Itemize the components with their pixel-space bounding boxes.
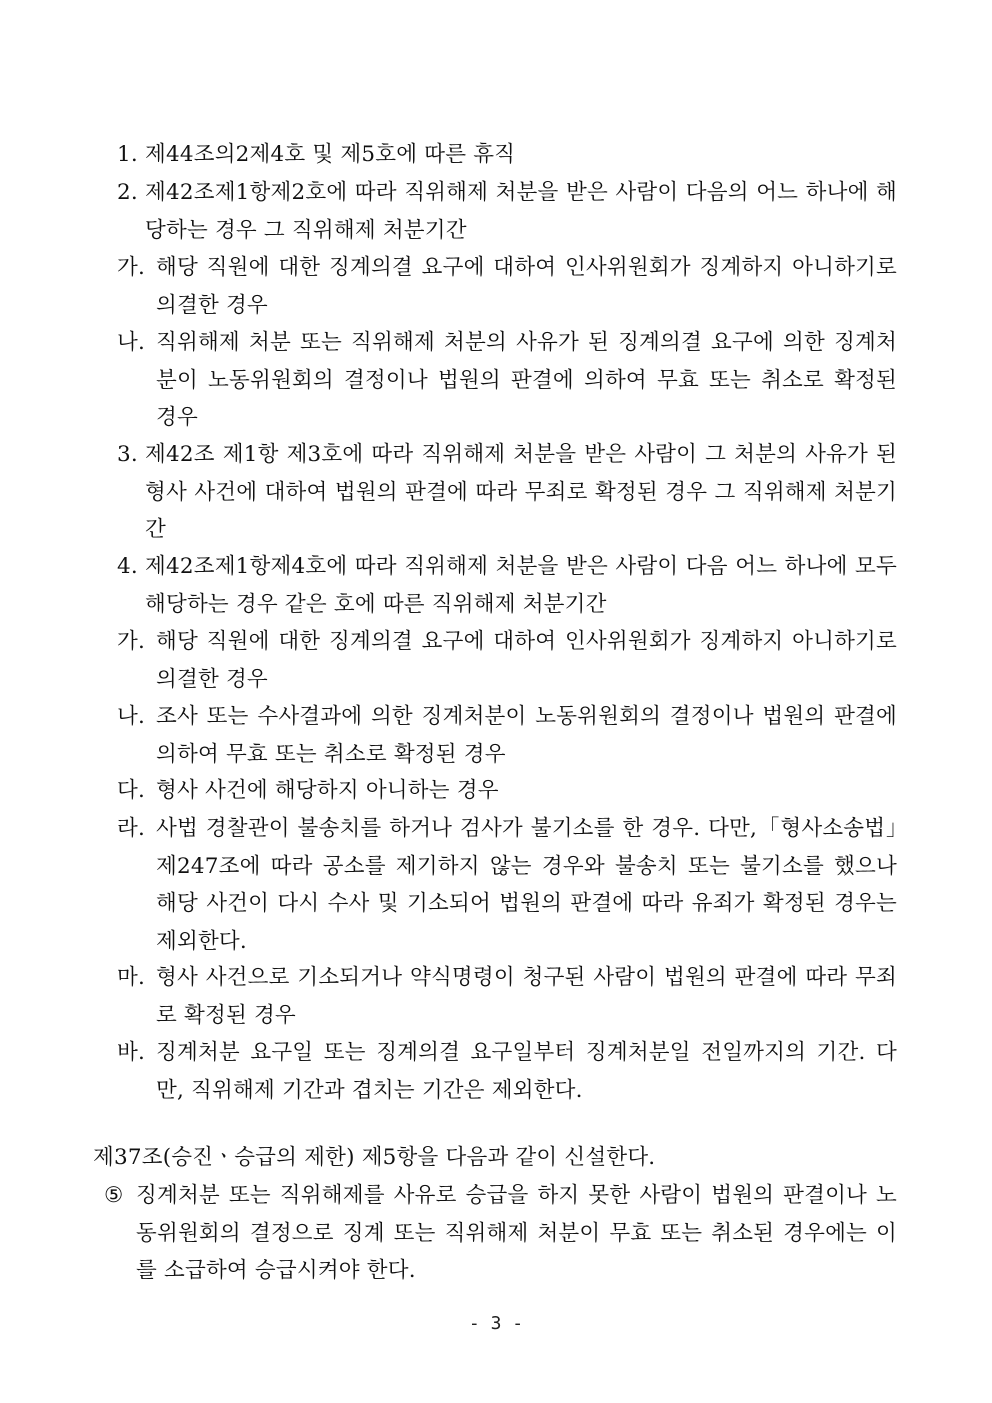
item-marker: 1.	[117, 142, 138, 167]
item-marker: 나.	[117, 704, 146, 729]
sub-list-item	[117, 698, 897, 773]
item-marker: 가.	[117, 255, 146, 280]
item-marker: 4.	[117, 554, 138, 579]
item-text: 직위해제 처분 또는 직위해제 처분의 사유가 된 징계의결 요구에 의한 징계처분이 노동위원회의 결정이나 법원의 판결에 의하여 무효 또는 취소로 확정된 경우	[156, 330, 897, 430]
item-marker: 3.	[117, 442, 138, 467]
item-text: 제42조 제1항 제3호에 따라 직위해제 처분을 받은 사람이 그 처분의 사유가 된 형사 사건에 대하여 법원의 판결에 따라 무죄로 확정된 경우 그 직위해제 처분기간	[145, 442, 897, 542]
item-text: 징계처분 요구일 또는 징계의결 요구일부터 징계처분일 전일까지의 기간. 다만, 직위해제 기간과 겹치는 기간은 제외한다.	[156, 1040, 897, 1103]
item-text: 해당 직원에 대한 징계의결 요구에 대하여 인사위원회가 징계하지 아니하기로 의결한 경우	[156, 255, 897, 318]
sub-list-item	[117, 623, 897, 698]
paragraph-text: 징계처분 또는 직위해제를 사유로 승급을 하지 못한 사람이 법원의 판결이나 노동위원회의 결정으로 징계 또는 직위해제 처분이 무효 또는 취소된 경우에는 이를 소급하여 승급시켜야 한다.	[136, 1183, 897, 1283]
item-text: 제44조의2제4호 및 제5호에 따른 휴직	[145, 142, 516, 167]
item-marker: 가.	[117, 629, 146, 654]
item-marker: 바.	[117, 1040, 146, 1065]
list-item	[117, 548, 897, 623]
page-number: - 3 -	[468, 1313, 524, 1334]
sub-list-item	[117, 249, 897, 324]
item-text: 형사 사건에 해당하지 아니하는 경우	[156, 778, 499, 803]
item-marker: 2.	[117, 180, 138, 205]
item-text: 제42조제1항제2호에 따라 직위해제 처분을 받은 사람이 다음의 어느 하나에 해당하는 경우 그 직위해제 처분기간	[145, 180, 897, 243]
item-marker: 나.	[117, 330, 146, 355]
item-text: 해당 직원에 대한 징계의결 요구에 대하여 인사위원회가 징계하지 아니하기로 의결한 경우	[156, 629, 897, 692]
item-marker: 라.	[117, 816, 146, 841]
sub-list-item	[117, 959, 897, 1034]
item-text: 사법 경찰관이 불송치를 하거나 검사가 불기소를 한 경우. 다만,「형사소송법」제247조에 따라 공소를 제기하지 않는 경우와 불송치 또는 불기소를 했으나 해당 사건이 다시 수사 및 기소되어 법원의 판결에 따라 유죄가 확정된 경우는 제외한다.	[156, 816, 897, 954]
article-paragraph	[104, 1177, 897, 1290]
sub-list-item	[117, 1034, 897, 1109]
item-marker: 마.	[117, 965, 146, 990]
item-text: 형사 사건으로 기소되거나 약식명령이 청구된 사람이 법원의 판결에 따라 무죄로 확정된 경우	[156, 965, 897, 1028]
item-marker: 다.	[117, 778, 146, 803]
article-heading: 제37조(승진ㆍ승급의 제한) 제5항을 다음과 같이 신설한다.	[93, 1145, 656, 1170]
sub-list-item	[117, 324, 897, 437]
list-item	[117, 136, 897, 174]
paragraph-marker: ⑤	[104, 1183, 124, 1208]
list-item	[117, 436, 897, 549]
item-text: 조사 또는 수사결과에 의한 징계처분이 노동위원회의 결정이나 법원의 판결에 의하여 무효 또는 취소로 확정된 경우	[156, 704, 897, 767]
list-item	[117, 174, 897, 249]
sub-list-item	[117, 772, 897, 810]
sub-list-item	[117, 810, 897, 960]
item-text: 제42조제1항제4호에 따라 직위해제 처분을 받은 사람이 다음 어느 하나에 모두 해당하는 경우 같은 호에 따른 직위해제 처분기간	[145, 554, 897, 617]
